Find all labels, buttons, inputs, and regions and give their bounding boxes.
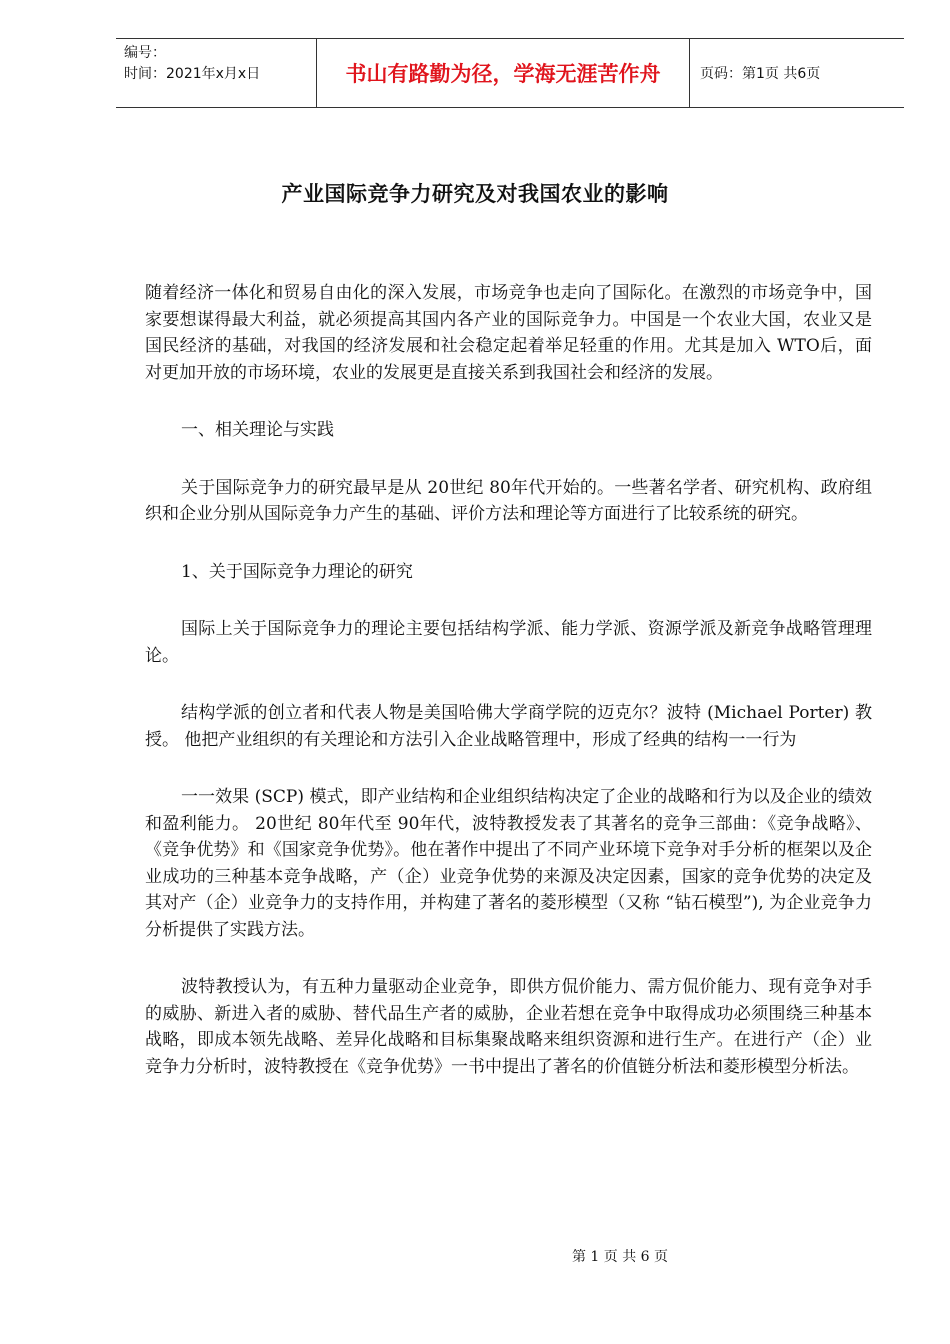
document-body <box>145 280 872 1111</box>
paragraph: 一一效果 (SCP) 模式，即产业结构和企业组织结构决定了企业的战略和行为以及企业的绩效和盈利能力。 20世纪 80年代至 90年代，波特教授发表了其著名的竞争三部曲：《竞争战略》、《竞争优势》和《国家竞争优势》。他在著作中提出了不同产业环境下竞争对手分析的框架以及企业成功的三种基本竞争战略，产（企）业竞争优势的来源及决定因素，国家的竞争优势的决定及其对产（企）业竞争力的支持作用，并构建了著名的菱形模型（又称 “钻石模型”), 为企业竞争力分析提供了实践方法。 <box>145 787 872 940</box>
header-page-info: 页码：第1页 共6页 <box>700 66 821 82</box>
page-footer: 第 1 页 共 6 页 <box>571 1249 669 1265</box>
paragraph: 波特教授认为，有五种力量驱动企业竞争，即供方侃价能力、需方侃价能力、现有竞争对手的威胁、新进入者的威胁、替代品生产者的威胁，企业若想在竞争中取得成功必须围绕三种基本战略，即成本领先战略、差异化战略和目标集聚战略来组织资源和进行生产。在进行产（企）业竞争力分析时，波特教授在《竞争优势》一书中提出了著名的价值链分析法和菱形模型分析法。 <box>145 977 872 1077</box>
header-number: 编号： <box>124 45 166 61</box>
header-time: 时间：2021年x月x日 <box>124 66 261 82</box>
paragraph: 国际上关于国际竞争力的理论主要包括结构学派、能力学派、资源学派及新竞争战略管理理论。 <box>145 619 872 666</box>
document-title: 产业国际竞争力研究及对我国农业的影响 <box>281 182 669 206</box>
subsection-heading: 1、关于国际竞争力理论的研究 <box>181 561 413 582</box>
paragraph: 结构学派的创立者和代表人物是美国哈佛大学商学院的迈克尔？波特 (Michael Porter) 教授。 他把产业组织的有关理论和方法引入企业战略管理中，形成了经典的结构一一行为 <box>145 703 872 750</box>
section-heading: 一、相关理论与实践 <box>181 420 334 440</box>
paragraph: 关于国际竞争力的研究最早是从 20世纪 80年代开始的。一些著名学者、研究机构、政府组织和企业分别从国际竞争力产生的基础、评价方法和理论等方面进行了比较系统的研究。 <box>145 477 872 524</box>
paragraph: 随着经济一体化和贸易自由化的深入发展，市场竞争也走向了国际化。在激烈的市场竞争中，国家要想谋得最大利益，就必须提高其国内各产业的国际竞争力。中国是一个农业大国，农业又是国民经济的基础，对我国的经济发展和社会稳定起着举足轻重的作用。尤其是加入 WTO后，面对更加开放的市场环境，农业的发展更是直接关系到我国社会和经济的发展。 <box>145 283 872 383</box>
header-motto: 书山有路勤为径，学海无涯苦作舟 <box>316 39 690 107</box>
header-meta <box>116 39 316 107</box>
page-header <box>116 38 904 108</box>
